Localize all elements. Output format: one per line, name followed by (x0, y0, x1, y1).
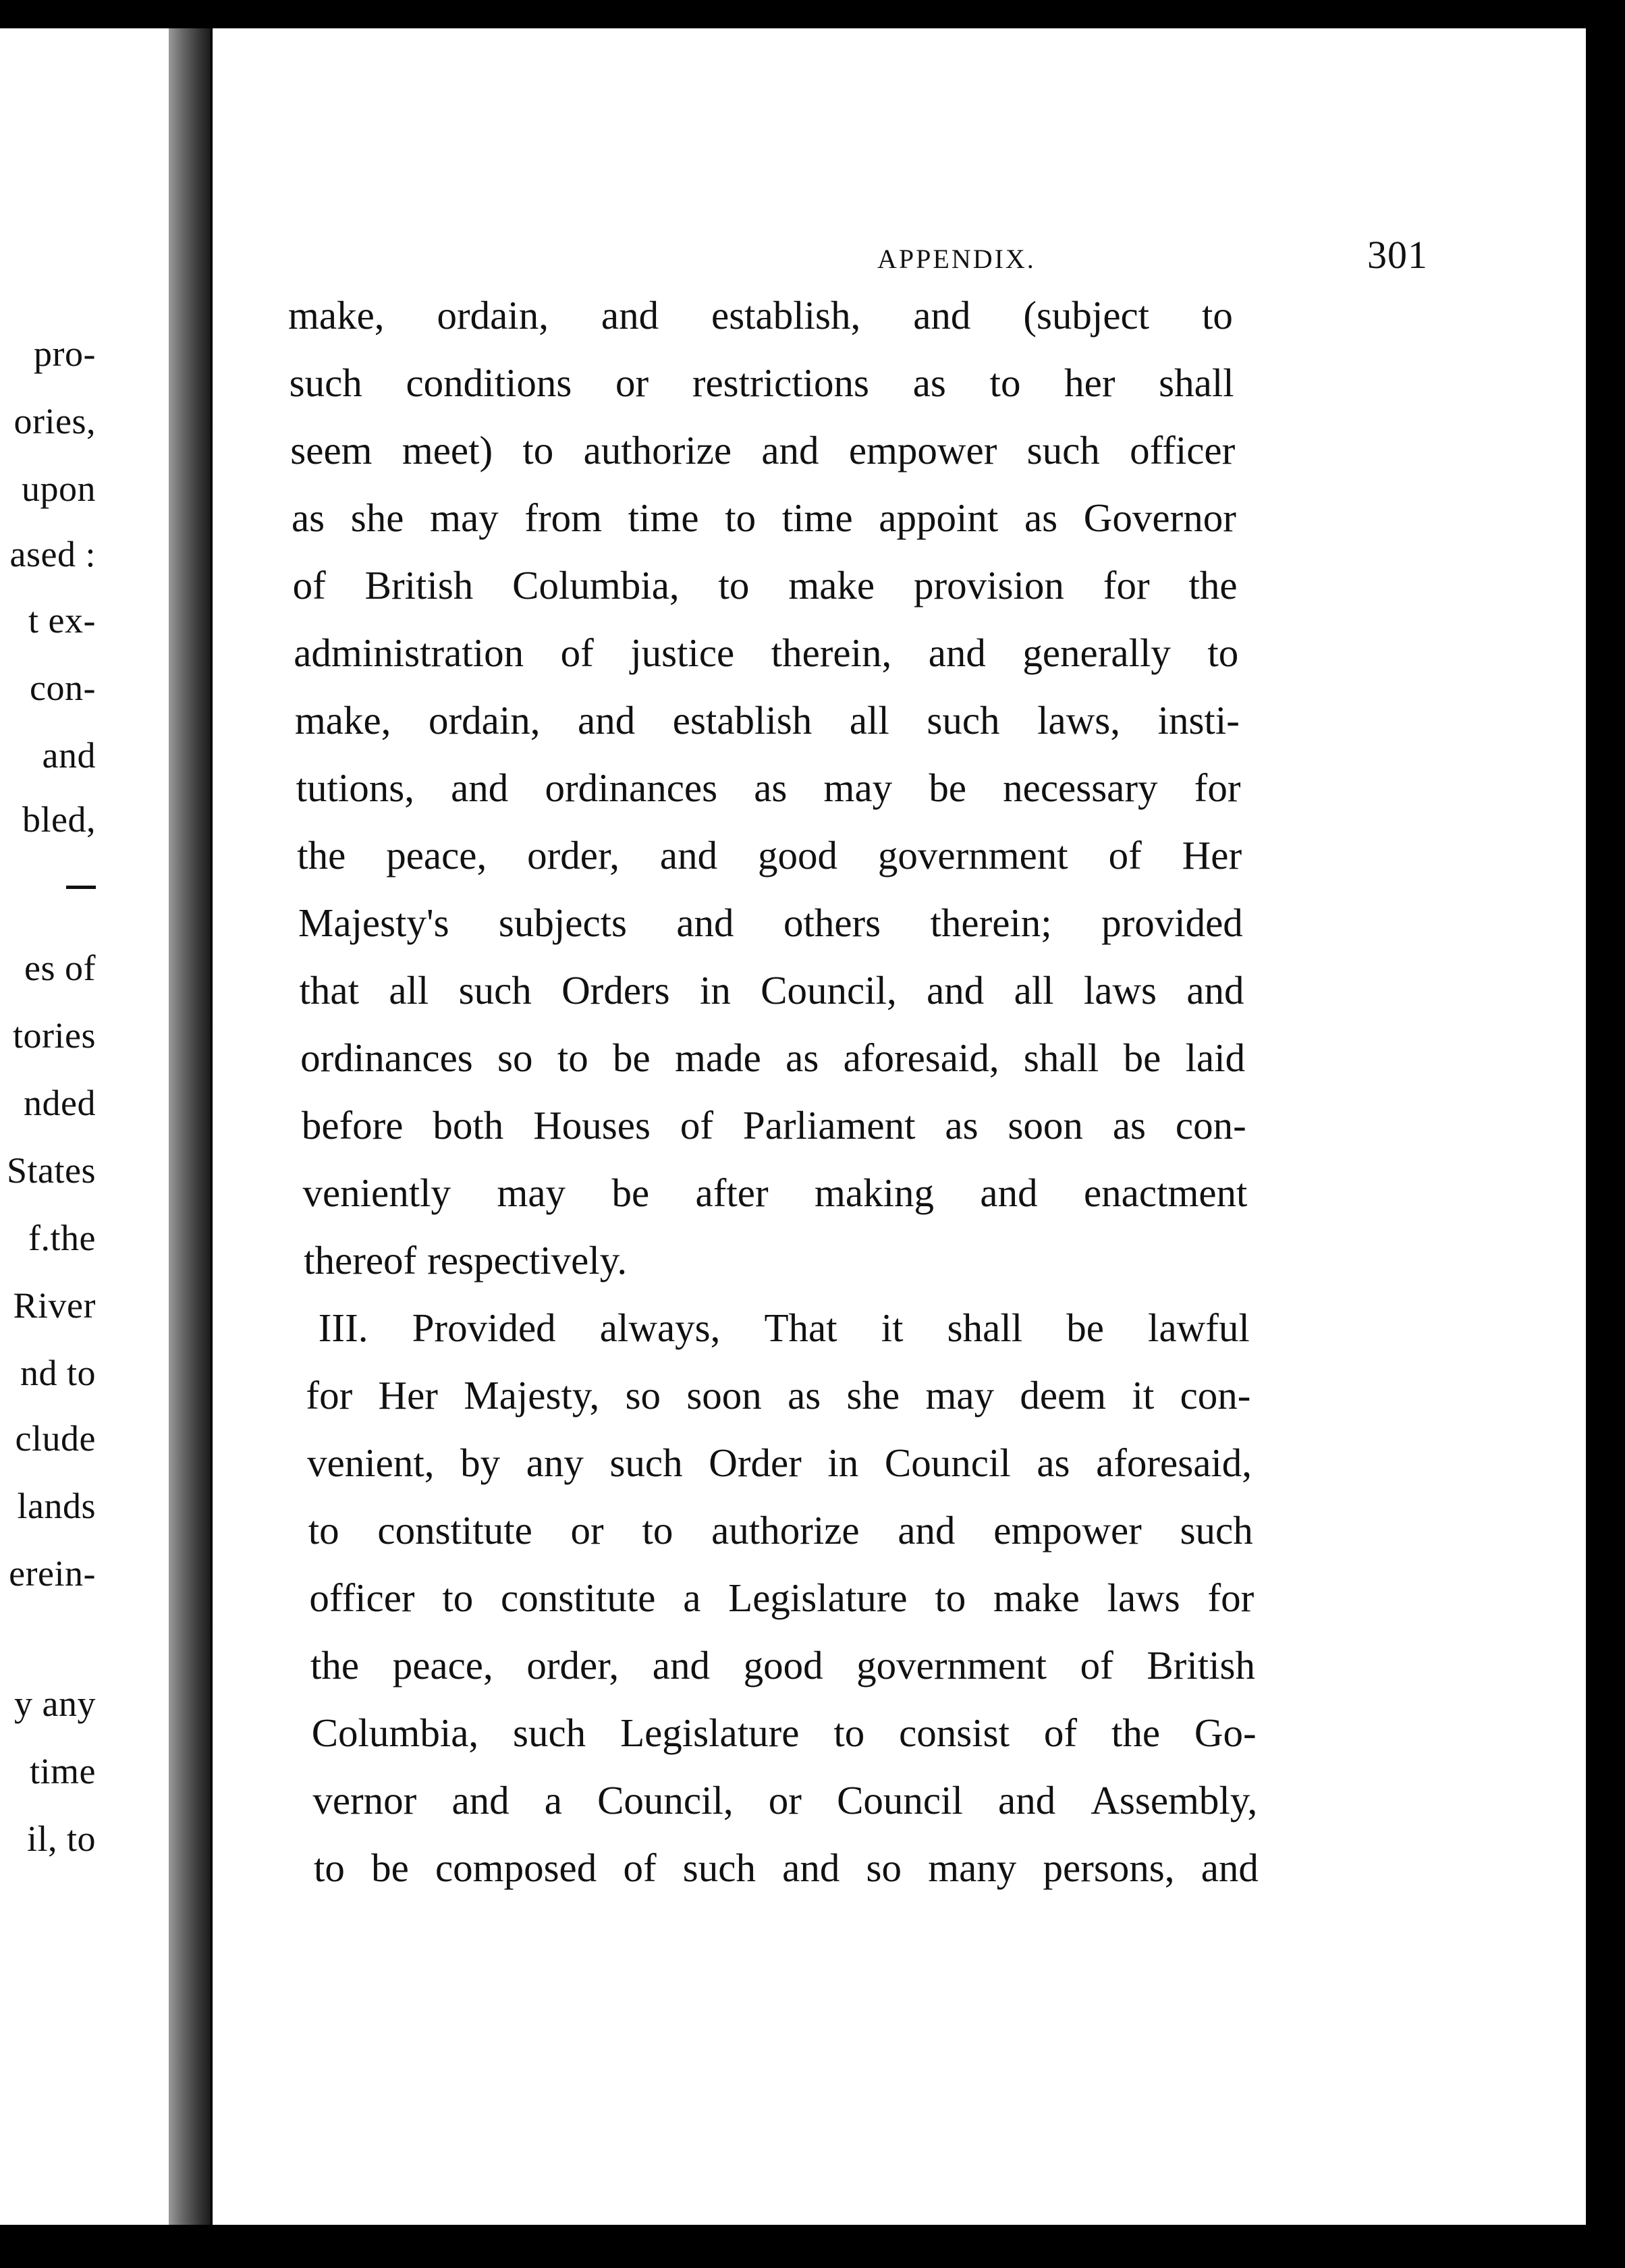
body-line: administration of justice therein, and generally to (294, 630, 1239, 675)
running-head: APPENDIX. (877, 244, 1036, 274)
left-page-line: and (42, 735, 96, 776)
previous-page-edge (0, 28, 169, 2225)
left-page-line: nded (24, 1083, 96, 1123)
left-page-line: ories, (13, 401, 96, 441)
body-line: veniently may be after making and enactment (302, 1170, 1248, 1215)
body-line: seem meet) to authorize and empower such officer (290, 428, 1236, 473)
body-line: the peace, order, and good government of British (310, 1643, 1255, 1688)
left-page-line: bled, (22, 799, 96, 840)
left-page-line: f.the (28, 1218, 96, 1258)
left-page-line: pro- (34, 333, 96, 374)
body-line: of British Columbia, to make provision for the (292, 563, 1238, 608)
section-rule (66, 886, 96, 889)
body-line: that all such Orders in Council, and all laws and (299, 968, 1244, 1013)
body-line: to be composed of such and so many persons, and (314, 1845, 1259, 1890)
body-line: for Her Majesty, so soon as she may deem it con- (306, 1373, 1251, 1418)
left-page-line: con- (30, 668, 96, 708)
body-line: as she may from time to time appoint as Governor (291, 495, 1236, 540)
body-line: thereof respectively. (304, 1238, 628, 1282)
scan-border-bottom (0, 2225, 1625, 2268)
body-line: officer to constitute a Legislature to make laws for (309, 1575, 1255, 1620)
book-page (211, 28, 1588, 2225)
left-page-line: nd to (20, 1353, 96, 1393)
body-line: tutions, and ordinances as may be necessary for (296, 765, 1241, 810)
body-line: make, ordain, and establish, and (subject to (288, 293, 1233, 338)
body-line: before both Houses of Parliament as soon as con- (301, 1103, 1246, 1148)
body-line: venient, by any such Order in Council as aforesaid, (307, 1440, 1252, 1485)
left-page-line: clude (15, 1418, 96, 1459)
left-page-line: tories (13, 1015, 96, 1056)
body-line: Majesty's subjects and others therein; provided (298, 900, 1243, 945)
left-page-line: erein- (9, 1553, 96, 1594)
left-page-line: River (13, 1285, 96, 1326)
page-number: 301 (1367, 233, 1428, 277)
left-page-line: il, to (26, 1818, 96, 1859)
body-line: III. Provided always, That it shall be lawful (318, 1305, 1250, 1350)
body-line: vernor and a Council, or Council and Assembly, (312, 1778, 1258, 1823)
body-line: make, ordain, and establish all such laws, insti- (294, 698, 1240, 742)
body-line: ordinances so to be made as aforesaid, shall be laid (300, 1035, 1246, 1080)
left-page-line: States (7, 1150, 96, 1191)
scan-border-top (0, 0, 1625, 28)
scan-border-right (1586, 0, 1625, 2268)
body-line: Columbia, such Legislature to consist of the Go- (311, 1710, 1257, 1755)
left-page-line: y any (14, 1683, 96, 1724)
left-page-line: t ex- (28, 600, 96, 641)
left-page-line: time (30, 1751, 96, 1791)
left-page-line: es of (24, 948, 96, 988)
left-page-line: lands (17, 1486, 96, 1526)
body-line: to constitute or to authorize and empower such (308, 1508, 1253, 1552)
body-line: the peace, order, and good government of Her (297, 833, 1242, 878)
left-page-line: ased : (9, 534, 96, 574)
left-page-line: upon (22, 468, 96, 509)
book-gutter-shadow (169, 28, 211, 2225)
body-line: such conditions or restrictions as to her shall (289, 360, 1234, 405)
